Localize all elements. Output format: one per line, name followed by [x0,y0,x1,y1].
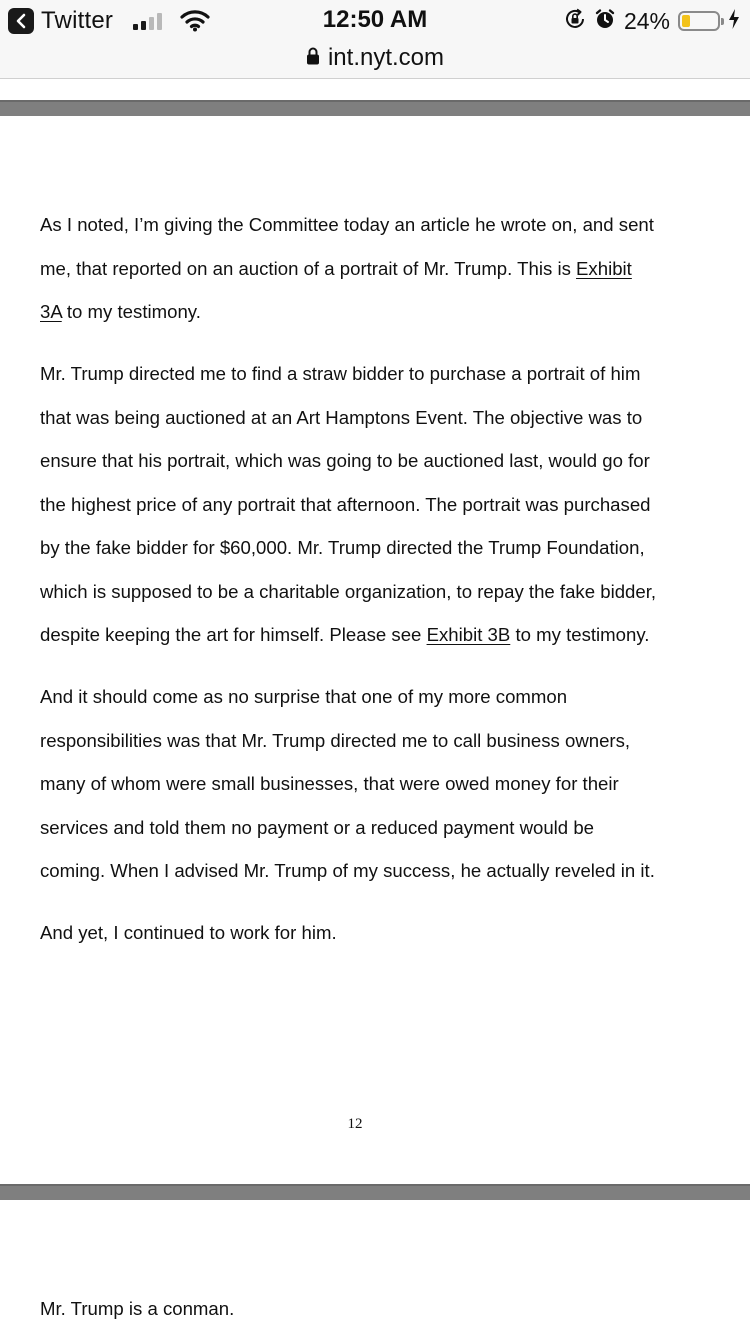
document-page-content [40,675,680,893]
text-line: ensure that his portrait, which was going to be auctioned last, would go for [40,450,650,471]
text-line: responsibilities was that Mr. Trump directed me to call business owners, [40,729,631,751]
text-line [40,247,680,291]
document-page-content [40,352,680,657]
text-line: As I noted, I’m giving the Committee today an article he wrote on, and sent [40,214,654,235]
text-line: services and told them no payment or a reduced payment would be [40,816,594,838]
text-line: Mr. Trump directed me to find a straw bidder to purchase a portrait of him [40,363,641,384]
document-next-page-content [40,1287,680,1331]
exhibit-3b-link[interactable]: Exhibit 3B [426,624,511,645]
paragraph [40,911,680,955]
page-divider [0,1184,750,1200]
text-line: And it should come as no surprise that one of my more common [40,686,568,707]
back-app-label: Twitter [41,7,114,34]
text-span: despite keeping the art for himself. Please see [40,624,427,645]
battery-percent: 24% [623,7,670,34]
paragraph [40,352,680,657]
text-line: And yet, I continued to work for him. [40,922,337,943]
text-span: to my testimony. [61,301,201,322]
battery-icon [678,11,720,31]
text-line: by the fake bidder for $60,000. Mr. Trump directed the Trump Foundation, [40,537,645,558]
battery-tip [721,18,724,25]
text-span: me, that reported on an auction of a portrait of Mr. Trump. This is [40,257,577,279]
text-line: Mr. Trump is a conman. [40,1298,235,1319]
alarm-icon [594,8,616,35]
paragraph [40,203,680,334]
charging-icon [728,9,740,34]
exhibit-3a-link[interactable]: Exhibit [576,257,632,279]
battery-level-fill [682,15,690,27]
orientation-lock-icon [564,8,586,35]
text-line: which is supposed to be a charitable organization, to repay the fake bidder, [40,580,657,602]
paragraph [40,1287,680,1331]
url-text[interactable]: int.nyt.com [327,44,445,71]
status-time: 12:50 AM [322,6,428,33]
text-line: many of whom were small businesses, that were owed money for their [40,773,619,794]
paragraph [40,675,680,893]
text-line [40,290,680,334]
status-bar [0,0,750,40]
exhibit-3a-link-cont[interactable]: 3A [40,301,62,322]
lock-icon [306,47,320,70]
text-line [40,613,680,657]
text-line: coming. When I advised Mr. Trump of my success, he actually reveled in it. [40,860,655,881]
text-line: that was being auctioned at an Art Hamptons Event. The objective was to [40,406,643,428]
document-page-content [40,911,680,955]
url-bar[interactable] [0,38,750,79]
text-span: to my testimony. [510,624,650,645]
text-line: the highest price of any portrait that afternoon. The portrait was purchased [40,493,651,515]
page-divider [0,100,750,116]
page-number: 12 [347,1116,363,1132]
document-page-content [40,203,680,334]
status-right-group [564,7,740,35]
